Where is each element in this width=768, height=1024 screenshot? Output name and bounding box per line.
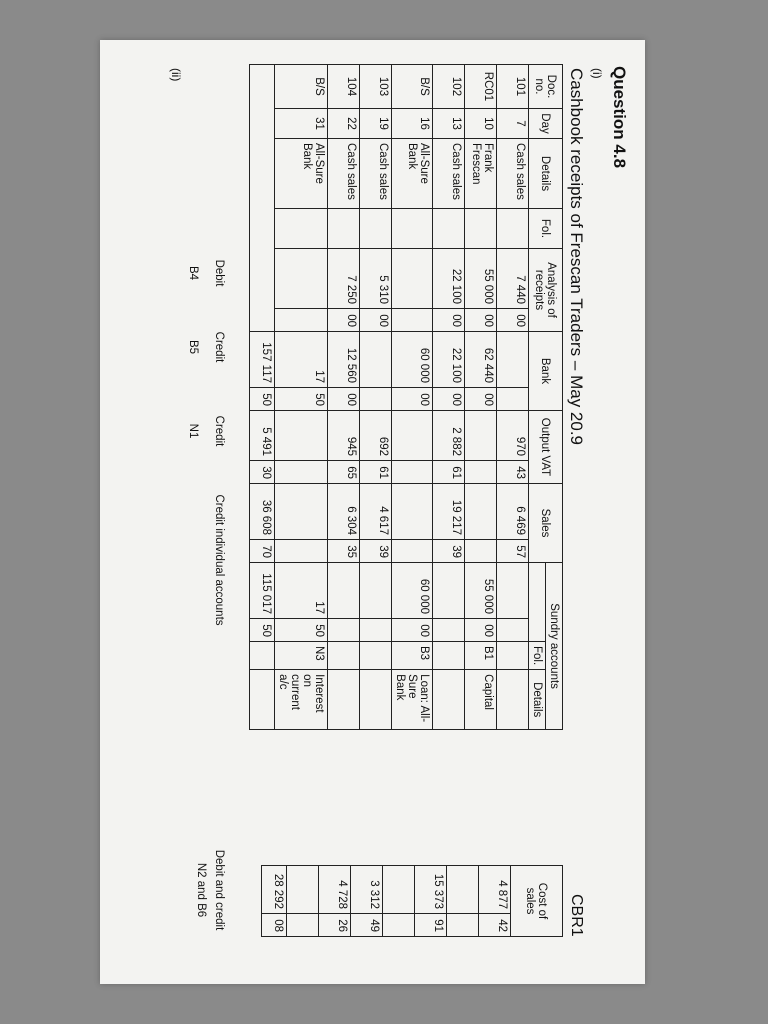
cell-costc <box>447 914 479 937</box>
cost-row <box>287 866 319 937</box>
cell-sun: 55 000 <box>465 563 497 619</box>
cell-vatc: 43 <box>497 461 529 484</box>
posting-bank-account: B4 <box>187 265 200 281</box>
cell-bankc: 00 <box>433 388 465 411</box>
posting-sales-side: Credit <box>213 415 225 447</box>
posting-bank-side: Debit <box>213 259 225 287</box>
table-row <box>433 65 465 730</box>
cell-sdet: Capital <box>465 670 497 730</box>
cell-sunc <box>360 619 392 642</box>
cell-cost: 3 312 <box>351 866 383 914</box>
cell-cost <box>383 866 415 914</box>
cell-sales <box>275 484 328 540</box>
table-row <box>392 65 433 730</box>
total-vat: 5 491 <box>250 411 275 461</box>
cell-vatc <box>275 461 328 484</box>
cell-sun <box>360 563 392 619</box>
table-row <box>465 65 497 730</box>
cell-sfol <box>328 642 360 670</box>
cell-vatc: 61 <box>360 461 392 484</box>
cell-sdet: Loan: All-Sure Bank <box>392 670 433 730</box>
header-bank: Bank <box>529 332 563 411</box>
posting-cost <box>193 840 225 940</box>
total-vat-cents: 30 <box>250 461 275 484</box>
cell-fol <box>465 209 497 249</box>
part-ii-label: (ii) <box>169 68 183 82</box>
header-sundry-amount <box>529 563 546 642</box>
cell-sfol <box>360 642 392 670</box>
cell-sun <box>433 563 465 619</box>
header-details: Details <box>529 139 563 209</box>
total-blank-details <box>250 670 275 730</box>
header-day: Day <box>529 109 563 139</box>
cell-details: Cash sales <box>497 139 529 209</box>
cell-sales <box>392 484 433 540</box>
table-row <box>360 65 392 730</box>
cell-salesc <box>392 540 433 563</box>
cell-anc: 00 <box>328 309 360 332</box>
cell-salesc <box>465 540 497 563</box>
cell-anc <box>392 309 433 332</box>
cell-vat <box>465 411 497 461</box>
header-sundry-folio: Fol. <box>529 642 546 670</box>
cell-sales: 4 617 <box>360 484 392 540</box>
header-sundry-details: Details <box>529 670 546 730</box>
posting-sales-account: N1 <box>187 423 200 439</box>
cell-doc: 102 <box>433 65 465 109</box>
cell-an: 55 000 <box>465 249 497 309</box>
cell-details: Cash sales <box>360 139 392 209</box>
cell-doc: B/S <box>275 65 328 109</box>
cell-day: 7 <box>497 109 529 139</box>
cell-sfol: B3 <box>392 642 433 670</box>
cell-bank <box>497 332 529 388</box>
cashbook-body <box>275 65 529 730</box>
cell-sales: 19 217 <box>433 484 465 540</box>
cell-day: 13 <box>433 109 465 139</box>
cell-anc: 00 <box>433 309 465 332</box>
cell-costc: 26 <box>319 914 351 937</box>
cell-sun <box>328 563 360 619</box>
cell-details: All-Sure Bank <box>392 139 433 209</box>
cell-doc: 104 <box>328 65 360 109</box>
cell-an: 7 250 <box>328 249 360 309</box>
cell-fol <box>328 209 360 249</box>
total-sundry-cents: 50 <box>250 619 275 642</box>
rotated-page-content <box>100 40 645 980</box>
question-title: Question 4.8 <box>610 66 629 169</box>
cell-vatc: 65 <box>328 461 360 484</box>
header-folio: Fol. <box>529 209 563 249</box>
cell-sunc <box>433 619 465 642</box>
cell-vatc: 61 <box>433 461 465 484</box>
cell-sun: 60 000 <box>392 563 433 619</box>
cell-sunc: 00 <box>392 619 433 642</box>
header-sundry-accounts: Sundry accounts <box>546 563 563 730</box>
total-blank-folio <box>250 642 275 670</box>
cell-sfol <box>497 642 529 670</box>
cost-row <box>447 866 479 937</box>
cell-day: 31 <box>275 109 328 139</box>
cell-cost <box>447 866 479 914</box>
cell-anc <box>275 309 328 332</box>
cell-anc: 00 <box>360 309 392 332</box>
posting-vat-side: Credit <box>213 331 225 363</box>
cell-sdet <box>360 670 392 730</box>
posting-sundry-side: Credit individual accounts <box>213 494 225 626</box>
part-i-label: (i) <box>590 68 604 79</box>
cost-row <box>383 866 415 937</box>
cell-bank <box>360 332 392 388</box>
cell-sdet: Interest on current a/c <box>275 670 328 730</box>
total-bank-cents: 50 <box>250 388 275 411</box>
totals-row <box>250 65 275 730</box>
header-analysis-of-receipts: Analysis of receipts <box>529 249 563 332</box>
cell-sales: 6 469 <box>497 484 529 540</box>
cell-bank: 22 100 <box>433 332 465 388</box>
cost-row <box>351 866 383 937</box>
cell-vat: 945 <box>328 411 360 461</box>
cell-sun <box>497 563 529 619</box>
cell-cost <box>287 866 319 914</box>
cell-vatc <box>392 461 433 484</box>
cell-bank: 17 <box>275 332 328 388</box>
cell-an <box>275 249 328 309</box>
cell-salesc: 35 <box>328 540 360 563</box>
cell-bankc <box>360 388 392 411</box>
header-cost-of-sales: Cost of sales <box>511 866 563 937</box>
header-sales: Sales <box>529 484 563 563</box>
cell-sdet <box>497 670 529 730</box>
cell-cost: 4 728 <box>319 866 351 914</box>
cell-fol <box>497 209 529 249</box>
cell-details: All-Sure Bank <box>275 139 328 209</box>
cell-an: 22 100 <box>433 249 465 309</box>
cell-sales <box>465 484 497 540</box>
cell-vat <box>392 411 433 461</box>
cell-costc <box>287 914 319 937</box>
cell-fol <box>392 209 433 249</box>
posting-vat-account: B5 <box>187 339 200 355</box>
total-sundry: 115 017 <box>250 563 275 619</box>
cell-costc: 91 <box>415 914 447 937</box>
cost-of-sales-table <box>261 865 563 937</box>
cell-vat <box>275 411 328 461</box>
cell-vat: 970 <box>497 411 529 461</box>
cell-an: 7 440 <box>497 249 529 309</box>
cell-bank: 12 560 <box>328 332 360 388</box>
cell-bankc: 00 <box>392 388 433 411</box>
cell-fol <box>433 209 465 249</box>
cell-vatc <box>465 461 497 484</box>
cell-bankc: 50 <box>275 388 328 411</box>
cashbook-caption: Cashbook receipts of Frescan Traders – May 20.9 <box>567 68 586 446</box>
scanned-page <box>100 40 645 984</box>
cost-row <box>319 866 351 937</box>
cell-cost: 15 373 <box>415 866 447 914</box>
cell-sunc: 00 <box>465 619 497 642</box>
cell-sunc: 50 <box>275 619 328 642</box>
cell-sales: 6 304 <box>328 484 360 540</box>
cell-details: Cash sales <box>328 139 360 209</box>
cell-sunc <box>497 619 529 642</box>
totals-label-cell <box>250 65 275 332</box>
cell-sun: 17 <box>275 563 328 619</box>
cell-fol <box>275 209 328 249</box>
total-cost: 28 292 <box>262 866 287 914</box>
header-doc-no: Doc. no. <box>529 65 563 109</box>
cell-details: Frank Frescan <box>465 139 497 209</box>
header-output-vat: Output VAT <box>529 411 563 484</box>
cost-total-row <box>262 866 287 937</box>
cell-bankc: 00 <box>465 388 497 411</box>
cell-sfol: B1 <box>465 642 497 670</box>
cell-day: 10 <box>465 109 497 139</box>
cell-sfol <box>433 642 465 670</box>
table-row <box>328 65 360 730</box>
cell-doc: 101 <box>497 65 529 109</box>
posting-vat <box>185 302 225 392</box>
cell-costc <box>383 914 415 937</box>
cell-bankc <box>497 388 529 411</box>
cell-bank: 62 440 <box>465 332 497 388</box>
cell-sdet <box>433 670 465 730</box>
cell-day: 22 <box>328 109 360 139</box>
journal-reference: CBR1 <box>568 894 585 937</box>
cell-sfol: N3 <box>275 642 328 670</box>
cost-of-sales-body <box>287 866 511 937</box>
cell-costc: 42 <box>479 914 511 937</box>
cell-cost: 4 877 <box>479 866 511 914</box>
table-row <box>275 65 328 730</box>
posting-cost-side: Debit and credit <box>213 849 225 931</box>
cell-anc: 00 <box>497 309 529 332</box>
cell-vat: 692 <box>360 411 392 461</box>
table-row <box>497 65 529 730</box>
cashbook-receipts-table <box>249 64 563 730</box>
cell-bank: 60 000 <box>392 332 433 388</box>
total-bank: 157 117 <box>250 332 275 388</box>
cell-an: 5 310 <box>360 249 392 309</box>
cost-row <box>479 866 511 937</box>
cell-salesc: 39 <box>360 540 392 563</box>
cell-anc: 00 <box>465 309 497 332</box>
posting-sundry <box>211 460 225 660</box>
cell-doc: RC01 <box>465 65 497 109</box>
total-sales-cents: 70 <box>250 540 275 563</box>
cell-salesc: 39 <box>433 540 465 563</box>
cell-details: Cash sales <box>433 139 465 209</box>
posting-cost-account: N2 and B6 <box>195 862 208 918</box>
cell-an <box>392 249 433 309</box>
cell-sunc <box>328 619 360 642</box>
cell-day: 16 <box>392 109 433 139</box>
cell-doc: 103 <box>360 65 392 109</box>
total-sales: 36 608 <box>250 484 275 540</box>
cost-row <box>415 866 447 937</box>
cell-salesc <box>275 540 328 563</box>
cell-doc: B/S <box>392 65 433 109</box>
cell-salesc: 57 <box>497 540 529 563</box>
total-cost-cents: 08 <box>262 914 287 937</box>
cell-fol <box>360 209 392 249</box>
cell-costc: 49 <box>351 914 383 937</box>
cell-vat: 2 882 <box>433 411 465 461</box>
cell-day: 19 <box>360 109 392 139</box>
cell-sdet <box>328 670 360 730</box>
cell-bankc: 00 <box>328 388 360 411</box>
